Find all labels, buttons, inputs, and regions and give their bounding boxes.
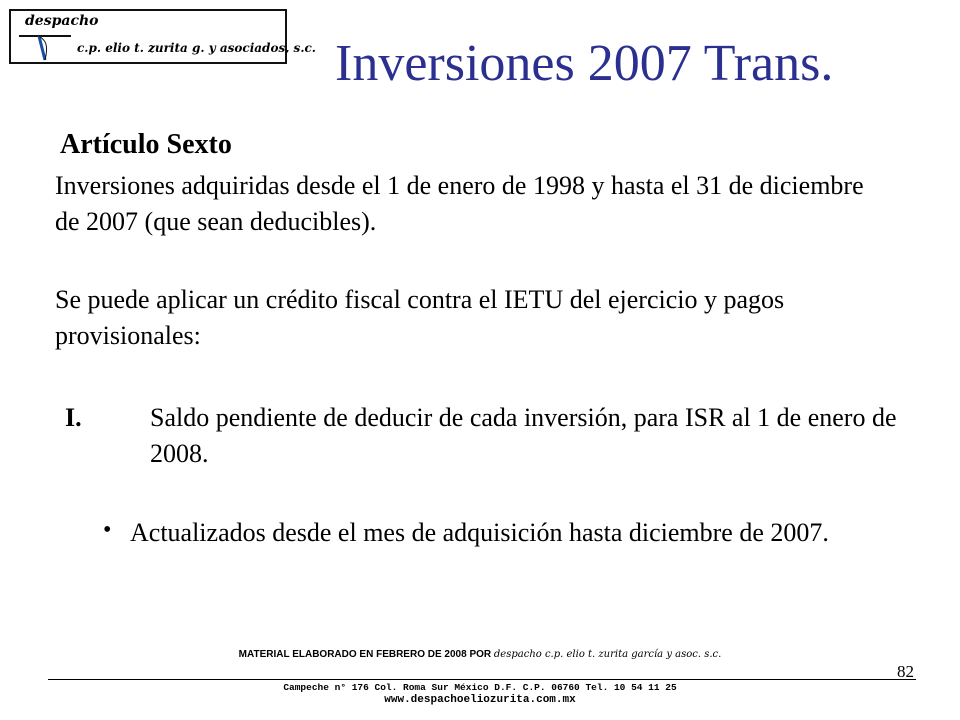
firm-logo xyxy=(9,9,316,64)
footer-divider xyxy=(48,679,916,680)
article-heading: Artículo Sexto xyxy=(60,129,232,160)
slide-title: Inversiones 2007 Trans. xyxy=(335,35,834,92)
bullet-icon: • xyxy=(103,517,112,543)
item-text: Saldo pendiente de deducir de cada inversión, para ISR al 1 de enero de 2008. xyxy=(150,403,897,468)
footer-note-text: MATERIAL ELABORADO EN FEBRERO DE 2008 POR xyxy=(238,649,492,660)
footer-website: www.despachoeliozurita.com.mx xyxy=(384,694,576,706)
footer-note xyxy=(0,649,960,660)
logo-firm-name: c.p. elio t. zurita g. y asociados, s.c. xyxy=(77,41,316,55)
bullet-text: Actualizados desde el mes de adquisición hasta diciembre de 2007. xyxy=(130,518,829,547)
page-number: 82 xyxy=(897,662,914,681)
item-numeral: I. xyxy=(65,403,82,432)
footer-note-firm: despacho c.p. elio t. zurita garcía y asoc. s.c. xyxy=(493,649,722,660)
logo-brand-text: despacho xyxy=(25,13,99,29)
footer-address: Campeche n° 176 Col. Roma Sur México D.F. C.P. 06760 Tel. 10 54 11 25 xyxy=(283,682,677,693)
paragraph-credit: Se puede aplicar un crédito fiscal contra el IETU del ejercicio y pagos provisionales: xyxy=(55,285,785,350)
paragraph-investments: Inversiones adquiridas desde el 1 de enero de 1998 y hasta el 31 de diciembre de 2007 (que sean deducibles). xyxy=(55,171,864,236)
